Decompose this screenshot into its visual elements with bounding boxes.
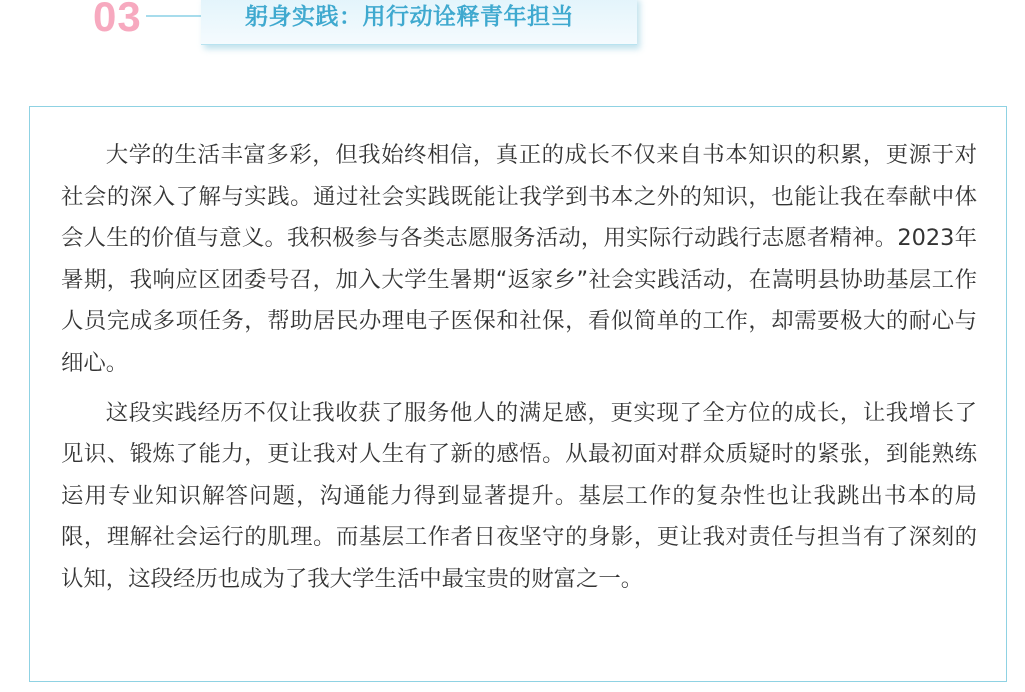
content-body: [61, 135, 977, 601]
section-number: 03: [93, 0, 142, 40]
paragraph-2: 这段实践经历不仅让我收获了服务他人的满足感，更实现了全方位的成长，让我增长了见识、锻炼了能力，更让我对人生有了新的感悟。从最初面对群众质疑时的紧张，到能熟练运用专业知识解答问题，沟通能力得到显著提升。基层工作的复杂性也让我跳出书本的局限，理解社会运行的肌理。而基层工作者日夜坚守的身影，更让我对责任与担当有了深刻的认知，这段经历也成为了我大学生活中最宝贵的财富之一。: [61, 399, 977, 592]
content-box: [29, 106, 1007, 682]
section-title-box: [201, 0, 637, 45]
section-title: 躬身实践：用行动诠释青年担当: [245, 4, 574, 30]
paragraph-1: 大学的生活丰富多彩，但我始终相信，真正的成长不仅来自书本知识的积累，更源于对社会的深入了解与实践。通过社会实践既能让我学到书本之外的知识，也能让我在奉献中体会人生的价值与意义。我积极参与各类志愿服务活动，用实际行动践行志愿者精神。2023年暑期，我响应区团委号召，加入大学生暑期“返家乡”社会实践活动，在嵩明县协助基层工作人员完成多项任务，帮助居民办理电子医保和社保，看似简单的工作，却需要极大的耐心与细心。: [61, 142, 977, 376]
